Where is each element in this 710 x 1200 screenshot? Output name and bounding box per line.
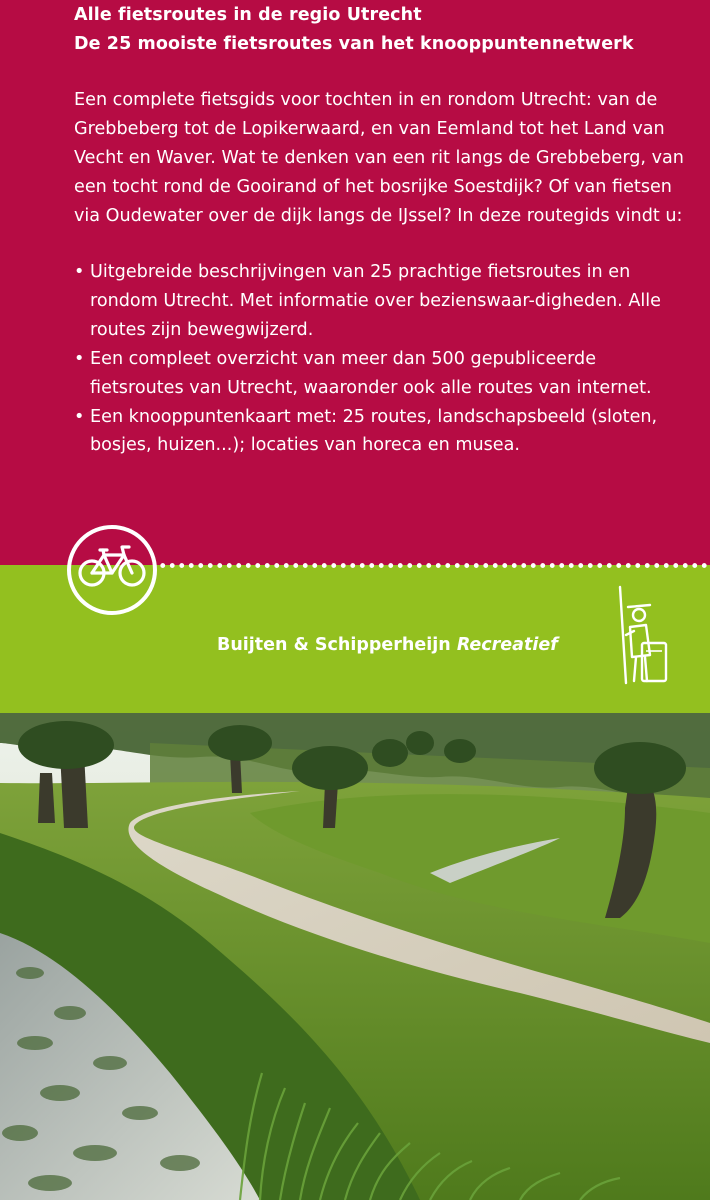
bike-badge bbox=[67, 525, 157, 615]
publisher-mascot-icon bbox=[612, 585, 672, 687]
publisher-label: Buijten & Schipperheijn bbox=[217, 635, 451, 655]
description-panel bbox=[0, 0, 710, 565]
headline bbox=[74, 1, 634, 59]
landscape-photo bbox=[0, 713, 710, 1200]
bicycle-icon bbox=[76, 543, 148, 591]
publisher-name bbox=[217, 635, 558, 655]
feature-item: • Een compleet overzicht van meer dan 500 gepubliceerde fietsroutes van Utrecht, waaronder ook alle routes van internet. bbox=[74, 345, 684, 403]
feature-item: • Een knooppuntenkaart met: 25 routes, landschapsbeeld (sloten, bosjes, huizen...); locaties van horeca en musea. bbox=[74, 403, 684, 461]
intro-paragraph: Een complete fietsgids voor tochten in en rondom Utrecht: van de Grebbeberg tot de Lopikerwaard, en van Eemland tot het Land van Vecht en Waver. Wat te denken van een rit langs de Grebbeberg, van een tocht rond de Gooirand of het bosrijke Soestdijk? Of van fietsen via Oudewater over de dijk langs de IJssel? In deze routegids vindt u: bbox=[74, 90, 684, 226]
feature-item: • Uitgebreide beschrijvingen van 25 prachtige fietsroutes in en rondom Utrecht. Met informatie over bezienswaar-digheden. Alle routes zijn bewegwijzerd. bbox=[74, 258, 684, 345]
publisher-imprint: Recreatief bbox=[456, 635, 558, 655]
feature-list bbox=[74, 258, 684, 460]
headline-line-1: Alle fietsroutes in de regio Utrecht bbox=[74, 5, 422, 25]
headline-line-2: De 25 mooiste fietsroutes van het knooppuntennetwerk bbox=[74, 34, 634, 54]
dotted-divider bbox=[158, 562, 710, 569]
